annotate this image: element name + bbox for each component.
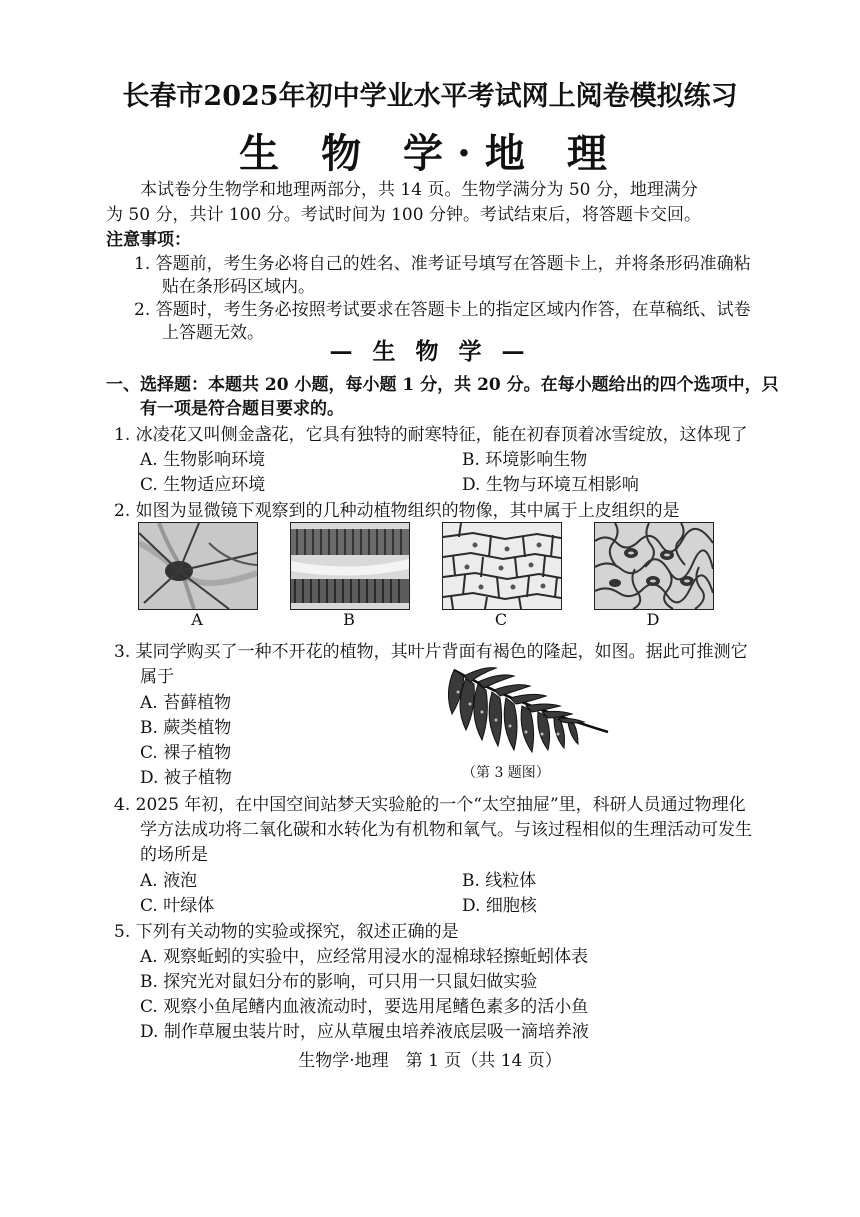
q2-label-d: D bbox=[646, 610, 660, 629]
stomata-image bbox=[595, 523, 713, 609]
q4-option-c: C. 叶绿体 bbox=[140, 896, 215, 916]
q3-stem-line-1: 3. 某同学购买了一种不开花的植物，其叶片背面有褐色的隆起，如图。据此可推测它 bbox=[114, 642, 748, 662]
q1-option-c: C. 生物适应环境 bbox=[140, 475, 266, 495]
intro-line-2: 为 50 分，共计 100 分。考试时间为 100 分钟。考试结束后，将答题卡交回。 bbox=[106, 205, 701, 225]
part-one-line-2: 有一项是符合题目要求的。 bbox=[140, 399, 344, 419]
q1-stem: 1. 冰凌花又叫侧金盏花，它具有独特的耐寒特征，能在初春顶着冰雪绽放，这体现了 bbox=[114, 425, 748, 445]
q5-option-d: D. 制作草履虫装片时，应从草履虫培养液底层吸一滴培养液 bbox=[140, 1022, 589, 1042]
micrograph-d-leaf-epidermis bbox=[594, 522, 714, 610]
q5-option-c: C. 观察小鱼尾鳍内血液流动时，要选用尾鳍色素多的活小鱼 bbox=[140, 997, 589, 1017]
q4-stem-line-2: 学方法成功将二氧化碳和水转化为有机物和氧气。与该过程相似的生理活动可发生 bbox=[140, 820, 752, 840]
notes-heading: 注意事项： bbox=[106, 230, 191, 250]
note-2-line-1: 2. 答题时，考生务必按照考试要求在答题卡上的指定区域内作答，在草稿纸、试卷 bbox=[134, 300, 751, 320]
q5-option-b: B. 探究光对鼠妇分布的影响，可只用一只鼠妇做实验 bbox=[140, 972, 538, 992]
q2-label-b: B bbox=[343, 610, 355, 629]
q3-option-b: B. 蕨类植物 bbox=[140, 718, 232, 738]
q3-option-d: D. 被子植物 bbox=[140, 768, 232, 788]
q4-option-b: B. 线粒体 bbox=[462, 871, 537, 891]
q1-option-b: B. 环境影响生物 bbox=[462, 450, 588, 470]
q5-stem: 5. 下列有关动物的实验或探究，叙述正确的是 bbox=[114, 922, 459, 942]
q4-option-a: A. 液泡 bbox=[140, 871, 198, 891]
q3-stem-line-2: 属于 bbox=[140, 667, 174, 687]
section-title-biology: — 生 物 学 — bbox=[329, 338, 531, 365]
q5-option-a: A. 观察蚯蚓的实验中，应经常用浸水的湿棉球轻擦蚯蚓体表 bbox=[140, 947, 589, 967]
fern-frond-illustration bbox=[440, 662, 612, 758]
q4-stem-line-1: 4. 2025 年初，在中国空间站梦天实验舱的一个“太空抽屉”里，科研人员通过物理化 bbox=[114, 795, 746, 815]
q3-figure-caption: （第 3 题图） bbox=[462, 765, 550, 781]
page-footer: 生物学·地理 第 1 页（共 14 页） bbox=[298, 1051, 562, 1071]
q2-label-c: C bbox=[494, 610, 508, 629]
subject-title: 生 物 学·地 理 bbox=[239, 130, 621, 177]
note-1-line-1: 1. 答题前，考生务必将自己的姓名、准考证号填写在答题卡上，并将条形码准确粘 bbox=[134, 254, 751, 274]
note-2-line-2: 上答题无效。 bbox=[162, 323, 264, 343]
micrograph-c-plant-epidermis bbox=[442, 522, 562, 610]
q2-stem: 2. 如图为显微镜下观察到的几种动植物组织的物像，其中属于上皮组织的是 bbox=[114, 501, 680, 521]
micrograph-a-nerve-tissue bbox=[138, 522, 258, 610]
micrograph-b-epithelial-tissue bbox=[290, 522, 410, 610]
epithelium-image bbox=[291, 523, 409, 609]
q4-stem-line-3: 的场所是 bbox=[140, 845, 208, 865]
q2-label-a: A bbox=[191, 610, 203, 629]
q1-option-a: A. 生物影响环境 bbox=[140, 450, 266, 470]
plant-cells-image bbox=[443, 523, 561, 609]
q3-option-a: A. 苔藓植物 bbox=[140, 693, 232, 713]
q1-option-d: D. 生物与环境互相影响 bbox=[462, 475, 639, 495]
part-one-line-1: 一、选择题：本题共 20 小题，每小题 1 分，共 20 分。在每小题给出的四个选项中，只 bbox=[106, 375, 779, 395]
neuron-image bbox=[139, 523, 257, 609]
exam-title: 长春市2025年初中学业水平考试网上阅卷模拟练习 bbox=[122, 81, 738, 112]
intro-line-1: 本试卷分生物学和地理两部分，共 14 页。生物学满分为 50 分，地理满分 bbox=[140, 180, 698, 200]
q3-option-c: C. 裸子植物 bbox=[140, 743, 232, 763]
q4-option-d: D. 细胞核 bbox=[462, 896, 537, 916]
note-1-line-2: 贴在条形码区域内。 bbox=[162, 277, 315, 297]
